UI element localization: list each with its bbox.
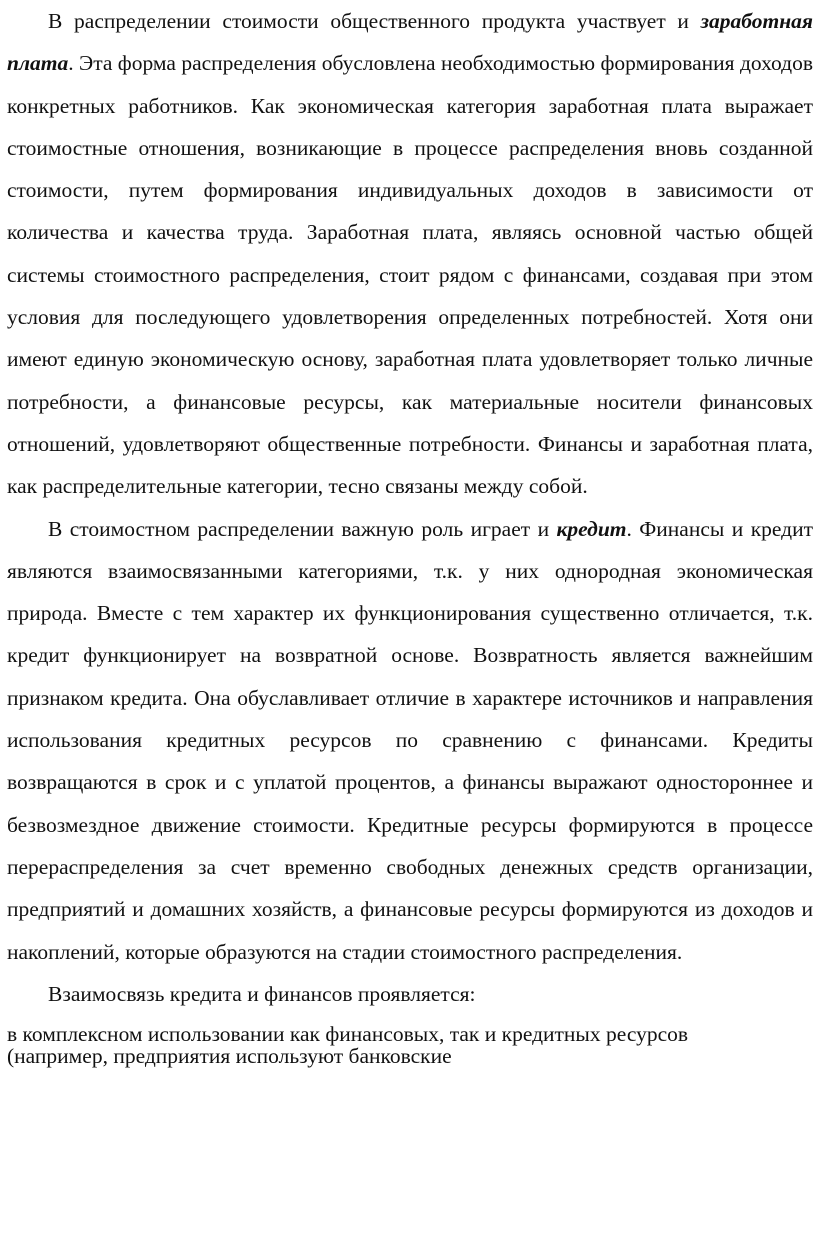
term-wages: заработная плата: [7, 9, 813, 76]
paragraph-wages-body: . Эта форма распределения обусловлена необходимостью формирования доходов конкретных работников. Как экономическая категория заработная плата выражает стоимостные отношения, возникающие в процессе распределения вновь созданной стоимости, путем формирования индивидуальных доходов в зависимости от количества и качества труда. Заработная плата, являясь основной частью общей системы стоимостного распределения, стоит рядом с финансами, создавая при этом условия для последующего удовлетворения определенных потребностей. Хотя они имеют единую экономическую основу, заработная плата удовлетворяет только личные потребности, а финансовые ресурсы, как материальные носители финансовых отношений, удовлетворяют общественные потребности. Финансы и заработная плата, как распределительные категории, тесно связаны между собой.: [7, 51, 813, 499]
term-credit: кредит: [556, 516, 627, 541]
paragraph-relationship-intro: Взаимосвязь кредита и финансов проявляется:: [48, 981, 476, 1006]
paragraph-wages: [7, 0, 813, 508]
list-item-line-2: (например, предприятия используют банковские: [7, 1043, 452, 1068]
paragraph-credit-body: . Финансы и кредит являются взаимосвязанными категориями, т.к. у них однородная экономическая природа. Вместе с тем характер их функционирования существенно отличается, т.к. кредит функционирует на возвратной основе. Возвратность является важнейшим признаком кредита. Она обуславливает отличие в характере источников и направления использования кредитных ресурсов по сравнению с финансами. Кредиты возвращаются в срок и с уплатой процентов, а финансы выражают одностороннее и безвозмездное движение стоимости. Кредитные ресурсы формируются в процессе перераспределения за счет временно свободных денежных средств организации, предприятий и домашних хозяйств, а финансовые ресурсы формируются из доходов и накоплений, которые образуются на стадии стоимостного распределения.: [7, 516, 813, 964]
document-page: [7, 0, 813, 1067]
paragraph-credit: [7, 508, 813, 973]
list-item-line-1: в комплексном использовании как финансовых, так и кредитных ресурсов: [7, 1022, 689, 1047]
paragraph-credit-intro: В стоимостном распределении важную роль играет и: [48, 516, 557, 541]
list-item-combined-use: [7, 1015, 813, 1067]
paragraph-wages-intro: В распределении стоимости общественного продукта участвует и: [48, 9, 701, 33]
